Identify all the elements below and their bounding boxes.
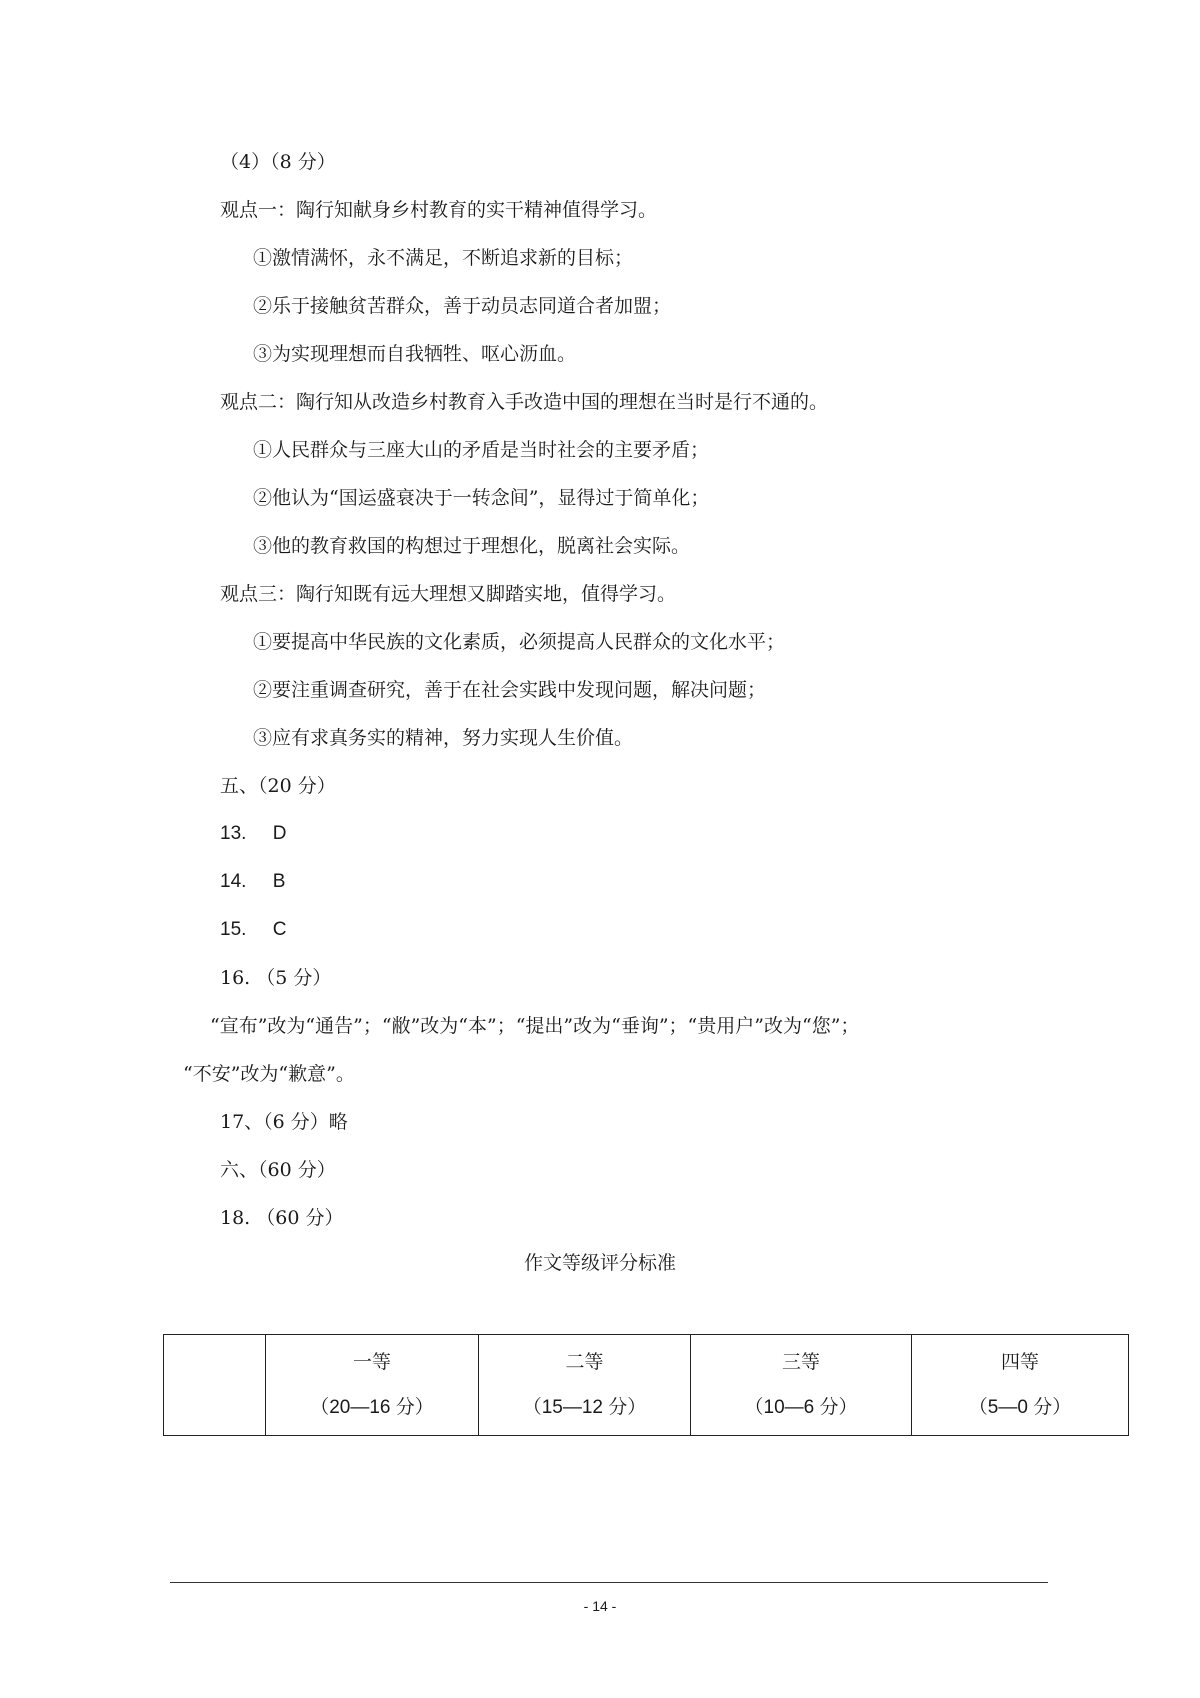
question-4-header: （4）（8 分）: [220, 151, 336, 173]
grading-table: [163, 1334, 1129, 1436]
table-corner-cell: [164, 1335, 266, 1436]
viewpoint-2-point-3: ③他的教育救国的构想过于理想化，脱离社会实际。: [253, 535, 691, 557]
grade-level-label: 二等: [565, 1351, 604, 1373]
grade-level-label: 四等: [1000, 1351, 1039, 1373]
grade-cell-3: [691, 1335, 912, 1436]
viewpoint-2: 观点二：陶行知从改造乡村教育入手改造中国的理想在当时是行不通的。: [220, 391, 829, 413]
grade-cell-2: [479, 1335, 691, 1436]
grade-score-range: （20—16 分）: [310, 1397, 434, 1418]
answer-16-line-2: “不安”改为“歉意”。: [183, 1063, 355, 1085]
answer-18-header: 18. （60 分）: [220, 1207, 344, 1229]
viewpoint-1-point-2: ②乐于接触贫苦群众，善于动员志同道合者加盟；: [253, 295, 672, 317]
grade-score-range: （10—6 分）: [744, 1397, 858, 1418]
answer-16-line-1: “宣布”改为“通告”；“敝”改为“本”；“提出”改为“垂询”；“贵用户”改为“您”；: [210, 1015, 860, 1037]
answer-13: 13. D: [220, 823, 287, 844]
viewpoint-3-point-3: ③应有求真务实的精神，努力实现人生价值。: [253, 727, 634, 749]
grade-score-range: （5—0 分）: [968, 1397, 1072, 1418]
viewpoint-1-point-3: ③为实现理想而自我牺牲、呕心沥血。: [253, 343, 577, 365]
viewpoint-3-point-2: ②要注重调查研究，善于在社会实践中发现问题，解决问题；: [253, 679, 767, 701]
section-6-header: 六、（60 分）: [220, 1159, 336, 1181]
page-number: - 14 -: [583, 1598, 617, 1614]
viewpoint-1: 观点一：陶行知献身乡村教育的实干精神值得学习。: [220, 199, 658, 221]
answer-17: 17、（6 分）略: [220, 1111, 348, 1133]
table-title: 作文等级评分标准: [523, 1252, 676, 1274]
grade-cell-4: [912, 1335, 1129, 1436]
footer-divider: [170, 1582, 1048, 1583]
grade-level-label: 三等: [781, 1351, 820, 1373]
answer-14: 14. B: [220, 871, 286, 892]
viewpoint-1-point-1: ①激情满怀，永不满足，不断追求新的目标；: [253, 247, 634, 269]
section-5-header: 五、（20 分）: [220, 775, 336, 797]
viewpoint-2-point-1: ①人民群众与三座大山的矛盾是当时社会的主要矛盾；: [253, 439, 710, 461]
answer-15: 15. C: [220, 919, 287, 940]
viewpoint-2-point-2: ②他认为“国运盛衰决于一转念间”，显得过于简单化；: [253, 487, 710, 509]
grade-score-range: （15—12 分）: [522, 1397, 647, 1418]
grade-cell-1: [266, 1335, 479, 1436]
viewpoint-3: 观点三：陶行知既有远大理想又脚踏实地，值得学习。: [220, 583, 677, 605]
viewpoint-3-point-1: ①要提高中华民族的文化素质，必须提高人民群众的文化水平；: [253, 631, 786, 653]
answer-16-header: 16. （5 分）: [220, 967, 332, 989]
table-row: [164, 1335, 1129, 1436]
grade-level-label: 一等: [352, 1351, 391, 1373]
